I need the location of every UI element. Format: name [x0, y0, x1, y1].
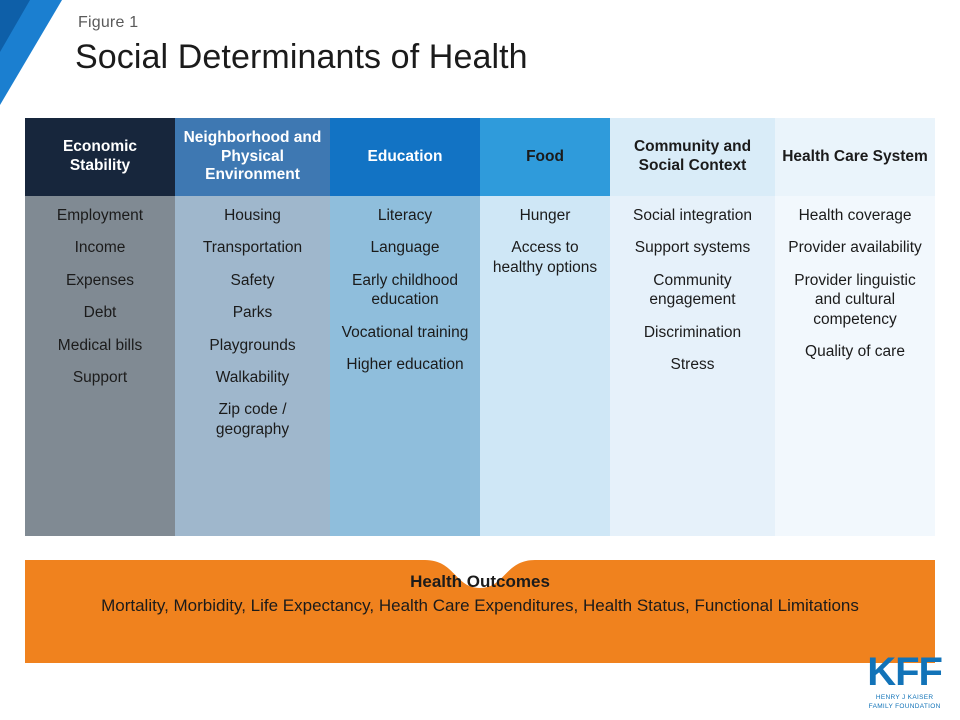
- determinant-column-header: Health Care System: [775, 118, 935, 196]
- determinant-item: Zip code / geography: [215, 401, 290, 438]
- determinant-item: Language: [370, 239, 440, 257]
- determinant-item: Expenses: [65, 271, 135, 289]
- determinant-item: Higher education: [346, 355, 464, 373]
- determinant-item: Social integration: [633, 207, 752, 224]
- determinant-column: [25, 118, 175, 536]
- kff-logo-line1: HENRY J KAISER: [875, 694, 934, 701]
- determinant-column: [610, 118, 775, 536]
- determinants-diagram: [25, 118, 935, 536]
- determinant-column: [480, 118, 610, 536]
- determinant-column-header: Food: [480, 118, 610, 196]
- determinant-item: Income: [74, 239, 126, 257]
- kff-logo-mark: KFF: [867, 650, 942, 694]
- determinant-item: Vocational training: [341, 323, 469, 341]
- determinant-column: [175, 118, 330, 536]
- determinant-column: [330, 118, 480, 536]
- determinant-item: Walkability: [215, 368, 290, 386]
- figure-label: Figure 1: [78, 14, 139, 31]
- determinant-item: Literacy: [377, 207, 433, 224]
- page-title: Social Determinants of Health: [75, 38, 528, 76]
- health-outcomes-banner: [25, 548, 935, 663]
- determinant-columns: [25, 118, 935, 536]
- determinant-item: Access to healthy options: [492, 239, 598, 276]
- determinant-column-header: Education: [330, 118, 480, 196]
- corner-accent-graphic: [0, 0, 75, 105]
- determinant-column-body: [25, 196, 175, 536]
- determinant-column-body: [775, 196, 935, 536]
- determinant-item: Support: [72, 368, 128, 386]
- determinant-item: Discrimination: [643, 323, 742, 341]
- determinant-item: Support systems: [634, 239, 751, 257]
- determinant-item: Debt: [83, 304, 117, 322]
- kff-logo: [867, 652, 942, 710]
- determinant-column-body: [330, 196, 480, 536]
- determinant-item: Hunger: [519, 207, 571, 224]
- health-outcomes-title: Health Outcomes: [410, 572, 550, 591]
- determinant-column-header: Community and Social Context: [610, 118, 775, 196]
- health-outcomes-subtitle: Mortality, Morbidity, Life Expectancy, Health Care Expenditures, Health Status, Functional Limitations: [101, 596, 859, 615]
- determinant-item: Provider availability: [788, 239, 922, 257]
- determinant-item: Employment: [56, 207, 144, 224]
- determinant-item: Community engagement: [649, 271, 736, 309]
- determinant-item: Early childhood education: [352, 271, 458, 309]
- determinant-item: Stress: [670, 355, 715, 373]
- determinant-item: Provider linguistic and cultural competency: [794, 271, 916, 328]
- determinant-column-header: Neighborhood and Physical Environment: [175, 118, 330, 196]
- determinant-column-body: [480, 196, 610, 536]
- determinant-item: Medical bills: [57, 336, 143, 354]
- kff-logo-line2: FAMILY FOUNDATION: [868, 703, 941, 710]
- determinant-column-body: [175, 196, 330, 536]
- determinant-column-header: Economic Stability: [25, 118, 175, 196]
- determinant-column: [775, 118, 935, 536]
- determinant-item: Quality of care: [805, 342, 905, 360]
- determinant-item: Parks: [232, 304, 273, 322]
- determinant-item: Housing: [224, 207, 281, 224]
- determinant-item: Transportation: [202, 239, 303, 257]
- determinant-item: Safety: [230, 271, 275, 289]
- determinant-item: Playgrounds: [209, 336, 296, 354]
- determinant-column-body: [610, 196, 775, 536]
- determinant-item: Health coverage: [798, 207, 912, 224]
